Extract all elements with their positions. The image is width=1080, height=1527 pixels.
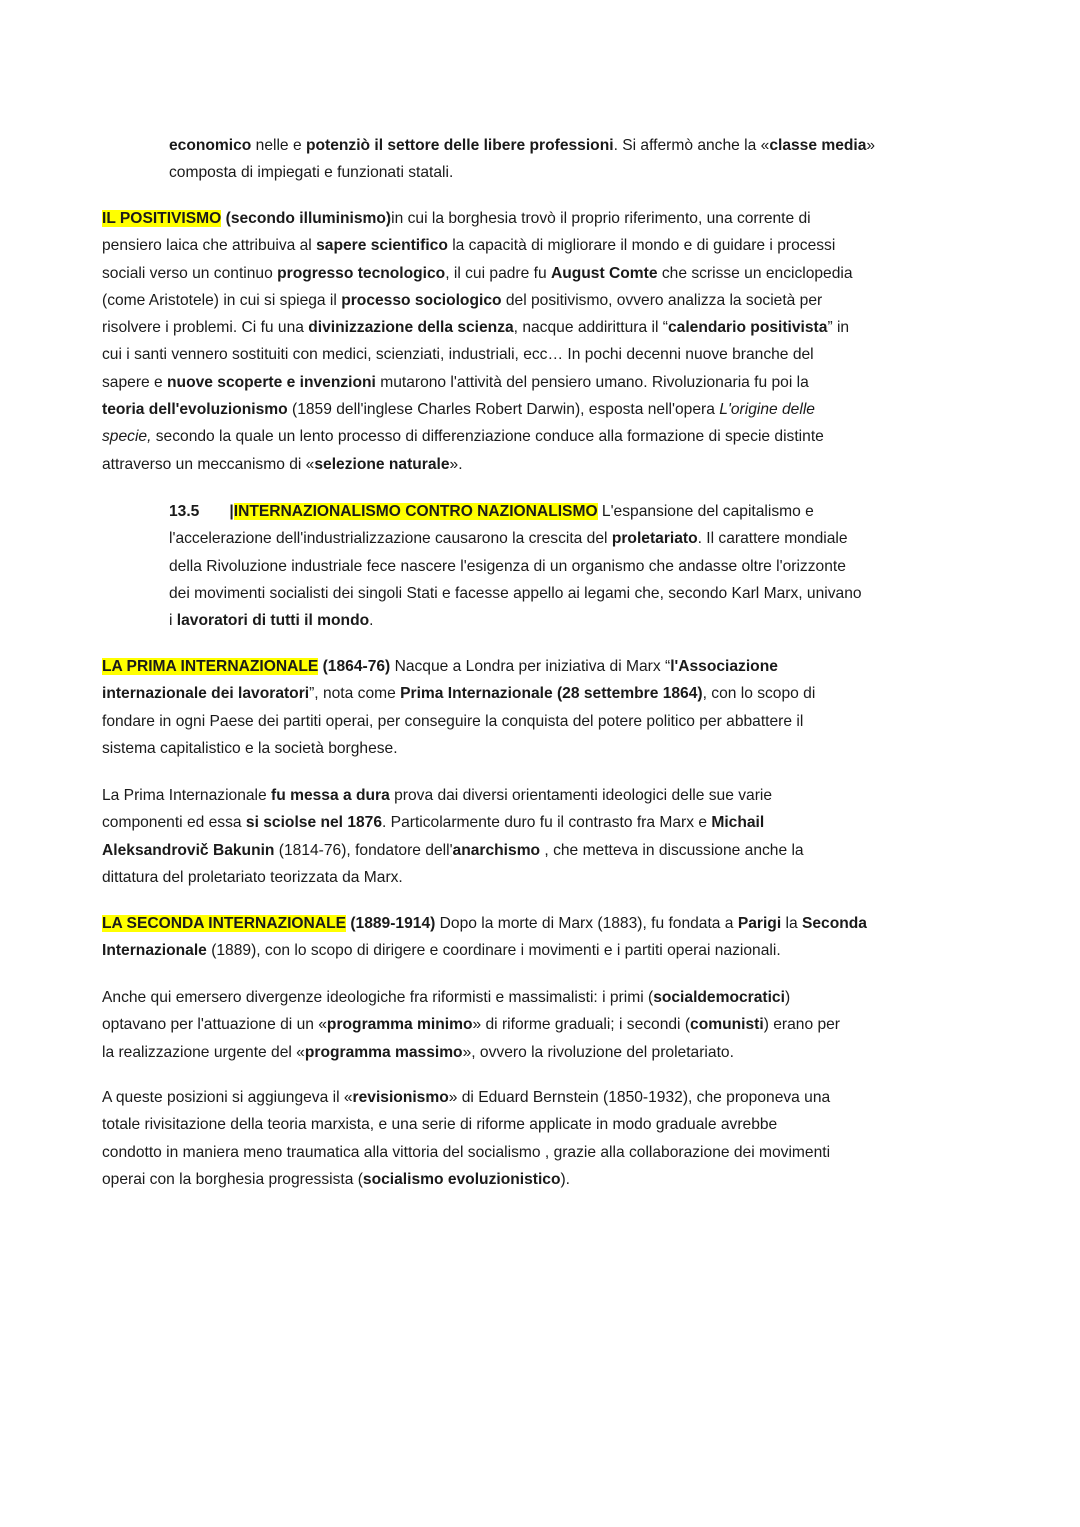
text-run: composta di impiegati e funzionati statali.: [169, 164, 454, 182]
text-run: cui i santi vennero sostituiti con medici, scienziati, industriali, ecc… In pochi decenni nuove branche del: [102, 346, 814, 364]
text-line: [102, 809, 804, 836]
text-run: l'accelerazione dell'industrializzazione causarono la crescita del: [169, 530, 612, 548]
highlighted-heading: INTERNAZIONALISMO CONTRO NAZIONALISMO: [233, 503, 598, 520]
bold-text: sapere scientifico: [316, 237, 448, 255]
text-run: attraverso un meccanismo di «: [102, 455, 315, 473]
text-line: [102, 423, 853, 450]
text-run: , il cui padre fu: [445, 264, 551, 282]
text-run: Dopo la morte di Marx (1883), fu fondata a: [435, 915, 738, 932]
text-line: [169, 132, 875, 159]
bold-text: calendario positivista: [667, 319, 828, 337]
bold-text: potenziò il settore delle libere professioni: [305, 137, 614, 154]
text-line: [102, 653, 815, 680]
bold-text: lavoratori di tutti il mondo: [176, 612, 370, 630]
bold-text: l'Associazione: [670, 658, 778, 675]
text-line: [102, 782, 804, 809]
text-line: [102, 680, 815, 707]
italic-text: L'origine delle: [719, 401, 815, 419]
text-line: [102, 369, 853, 396]
text-line: [102, 735, 815, 762]
text-run: .: [369, 612, 374, 630]
text-line: [102, 984, 840, 1011]
text-line: [102, 396, 853, 423]
bold-text: Aleksandrovič Bakunin: [102, 841, 275, 859]
text-run: ): [784, 989, 791, 1006]
text-run: » di Eduard Bernstein (1850-1932), che proponeva una: [448, 1089, 831, 1106]
text-line: [102, 451, 853, 478]
text-run: condotto in maniera meno traumatica alla vittoria del socialismo , grazie alla collaborazione dei movimenti: [102, 1143, 831, 1161]
text-run: la realizzazione urgente del «: [102, 1043, 305, 1061]
text-line: [169, 607, 862, 634]
text-run: in cui la borghesia trovò il proprio riferimento, una corrente di: [391, 210, 811, 227]
text-run: »: [866, 137, 876, 154]
text-line: [169, 159, 875, 186]
text-run: sistema capitalistico e la società borghese.: [102, 739, 398, 757]
text-run: , con lo scopo di: [702, 685, 816, 703]
bold-text: anarchismo: [452, 841, 541, 859]
bold-text: (secondo illuminismo): [225, 210, 392, 227]
text-run: la capacità di migliorare il mondo e di guidare i processi: [447, 237, 836, 255]
bold-text: economico: [169, 137, 252, 154]
bold-text: divinizzazione della scienza: [308, 319, 514, 337]
text-line: [102, 1084, 830, 1111]
bold-text: processo sociologico: [341, 291, 502, 309]
text-run: », ovvero la rivoluzione del proletariato.: [462, 1043, 734, 1061]
bold-text: Michail: [711, 814, 765, 832]
text-run: della Rivoluzione industriale fece nascere l'esigenza di un organismo che andasse oltre l'orizzonte: [169, 557, 846, 575]
highlighted-heading: LA PRIMA INTERNAZIONALE: [102, 658, 319, 675]
text-run: . Si affermò anche la «: [613, 137, 770, 154]
bold-text: fu messa a dura: [271, 787, 390, 804]
text-run: (come Aristotele) in cui si spiega il: [102, 291, 342, 309]
text-run: la: [781, 915, 802, 932]
bold-text: August Comte: [550, 264, 658, 282]
highlighted-heading: LA SECONDA INTERNAZIONALE: [102, 915, 347, 932]
bold-text: si sciolse nel 1876: [245, 814, 383, 832]
text-run: nelle e: [251, 137, 306, 154]
bold-text: comunisti: [690, 1016, 764, 1034]
bold-text: programma minimo: [326, 1016, 473, 1034]
text-run: Nacque a Londra per iniziativa di Marx “: [390, 658, 671, 675]
text-run: . Il carattere mondiale: [697, 530, 848, 548]
text-run: componenti ed essa: [102, 814, 246, 832]
text-run: prova dai diversi orientamenti ideologici delle sue varie: [389, 787, 773, 804]
text-run: ).: [560, 1170, 571, 1188]
bold-text: nuove scoperte e invenzioni: [167, 373, 376, 391]
text-line: [102, 1039, 840, 1066]
text-run: ”, nota come: [309, 685, 401, 703]
bold-text: 13.5: [169, 503, 200, 520]
text-run: L'espansione del capitalismo e: [597, 503, 814, 520]
text-run: (1814-76), fondatore dell': [274, 841, 453, 859]
text-run: (1859 dell'inglese Charles Robert Darwin), esposta nell'opera: [287, 401, 720, 419]
text-run: , nacque addirittura il “: [513, 319, 668, 337]
text-run: mutarono l'attività del pensiero umano. Rivoluzionaria fu poi la: [375, 373, 809, 391]
text-run: » di riforme graduali; i secondi (: [472, 1016, 691, 1034]
text-line: [102, 837, 804, 864]
text-run: fondare in ogni Paese dei partiti operai, per conseguire la conquista del potere politico per abbattere il: [102, 712, 804, 730]
paragraph-seconda-internazionale: [102, 910, 867, 965]
bold-text: Prima Internazionale (28 settembre 1864): [400, 685, 703, 703]
text-line: [102, 260, 853, 287]
text-line: [102, 232, 853, 259]
bold-text: socialdemocratici: [653, 989, 785, 1006]
bold-text: selezione naturale: [314, 455, 450, 473]
bold-text: Internazionale: [102, 942, 207, 960]
highlighted-heading: IL POSITIVISMO: [102, 210, 222, 227]
text-run: Anche qui emersero divergenze ideologiche fra riformisti e massimalisti: i primi (: [102, 989, 654, 1006]
bold-text: internazionale dei lavoratori: [102, 685, 310, 703]
text-run: secondo la quale un lento processo di differenziazione conduce alla formazione di specie distinte: [151, 428, 824, 446]
text-line: [102, 1166, 830, 1193]
bold-text: progresso tecnologico: [277, 264, 446, 282]
text-run: dei movimenti socialisti dei singoli Stati e facesse appello ai legami che, secondo Karl Marx, univano: [169, 584, 862, 602]
text-run: ) erano per: [763, 1016, 840, 1034]
text-run: operai con la borghesia progressista (: [102, 1170, 363, 1188]
bold-text: Parigi: [737, 915, 782, 932]
paragraph-positivismo: [102, 205, 853, 478]
text-run: sociali verso un continuo: [102, 264, 278, 282]
paragraph-revisionismo: [102, 1084, 830, 1193]
italic-text: specie,: [102, 428, 152, 446]
text-run: A queste posizioni si aggiungeva il «: [102, 1089, 353, 1106]
bold-text: revisionismo: [352, 1089, 449, 1106]
text-line: [102, 708, 815, 735]
bold-text: |: [229, 503, 234, 520]
bold-text: teoria dell'evoluzionismo: [102, 401, 288, 419]
text-line: [102, 1011, 840, 1038]
paragraph-continuation: [169, 132, 875, 187]
text-line: [102, 1139, 830, 1166]
text-line: [169, 498, 862, 525]
text-run: risolvere i problemi. Ci fu una: [102, 319, 309, 337]
text-run: totale rivisitazione della teoria marxista, e una serie di riforme applicate in modo graduale avrebbe: [102, 1116, 778, 1134]
text-run: optavano per l'attuazione di un «: [102, 1016, 327, 1034]
text-line: [102, 287, 853, 314]
text-line: [169, 553, 862, 580]
bold-text: (1889-1914): [346, 915, 436, 932]
text-run: ” in: [827, 319, 850, 337]
text-line: [102, 205, 853, 232]
text-line: [102, 314, 853, 341]
bold-text: classe media: [769, 137, 867, 154]
text-run: , che metteva in discussione anche la: [540, 841, 804, 859]
section-13-5: [169, 498, 862, 634]
text-line: [102, 341, 853, 368]
text-run: dittatura del proletariato teorizzata da Marx.: [102, 868, 403, 886]
bold-text: (1864-76): [318, 658, 391, 675]
bold-text: socialismo evoluzionistico: [362, 1170, 561, 1188]
bold-text: programma massimo: [304, 1043, 463, 1061]
text-line: [102, 1111, 830, 1138]
bold-text: Seconda: [801, 915, 867, 932]
bold-text: proletariato: [611, 530, 698, 548]
text-line: [169, 580, 862, 607]
text-line: [102, 937, 867, 964]
text-run: che scrisse un enciclopedia: [657, 264, 853, 282]
text-line: [102, 864, 804, 891]
text-line: [169, 525, 862, 552]
text-run: ».: [449, 455, 463, 473]
text-run: i: [169, 612, 177, 630]
paragraph-prima-internazionale-crisi: [102, 782, 804, 891]
text-run: sapere e: [102, 373, 168, 391]
text-run: . Particolarmente duro fu il contrasto fra Marx e: [382, 814, 712, 832]
text-run: pensiero laica che attribuiva al: [102, 237, 317, 255]
text-line: [102, 910, 867, 937]
text-run: (1889), con lo scopo di dirigere e coordinare i movimenti e i partiti operai nazionali.: [206, 942, 781, 960]
paragraph-divergenze: [102, 984, 840, 1066]
text-run: La Prima Internazionale: [102, 787, 272, 804]
paragraph-prima-internazionale: [102, 653, 815, 762]
text-run: del positivismo, ovvero analizza la società per: [501, 291, 823, 309]
